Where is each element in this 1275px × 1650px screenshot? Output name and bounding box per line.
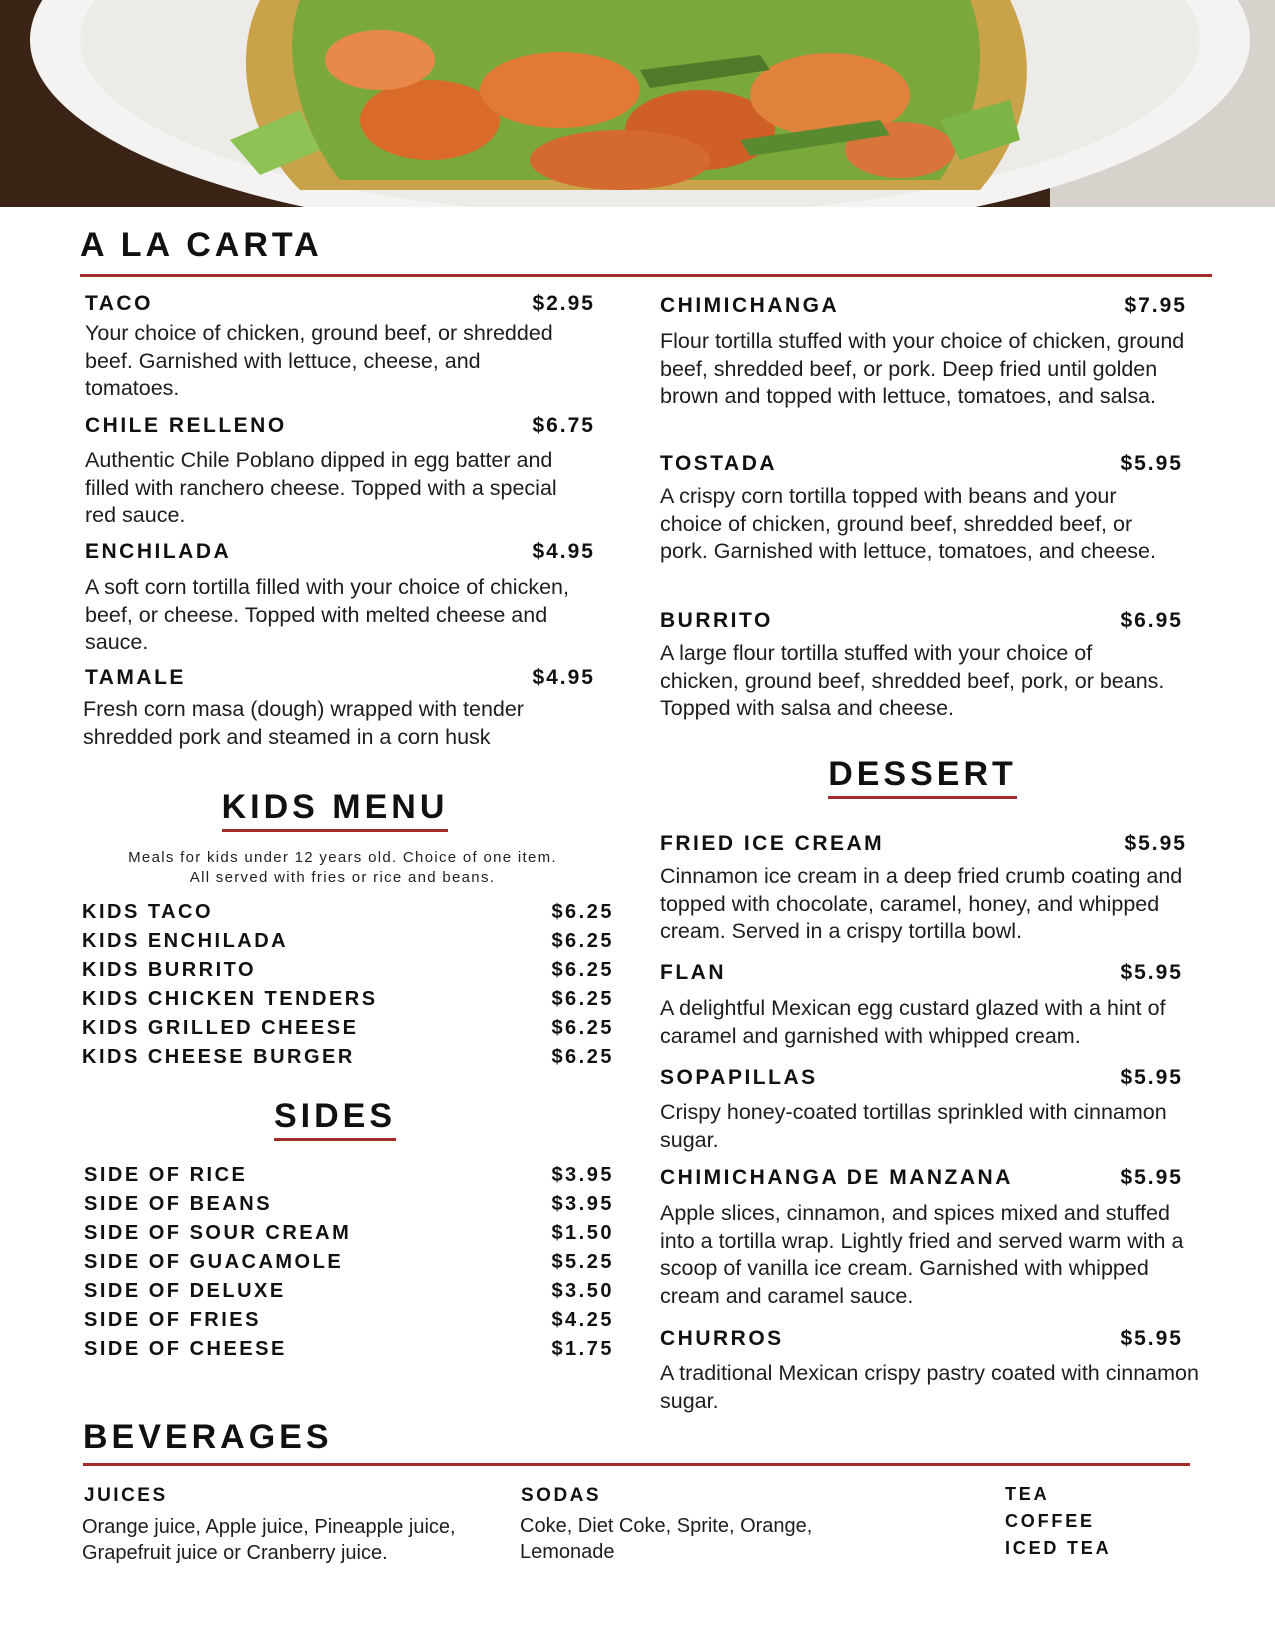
item-description: Flour tortilla stuffed with your choice of chicken, ground beef, shredded beef, or pork. Deep fried until golden brown and topped with lettuce, tomatoes, and salsa.: [660, 329, 1185, 408]
kids-menu-list: [82, 898, 614, 1072]
item-price: $7.95: [1124, 294, 1187, 317]
item-price: $5.95: [1124, 832, 1187, 855]
section-title-dessert: [660, 755, 1185, 799]
menu-item-tamale: [85, 666, 595, 690]
list-item: [84, 1248, 614, 1277]
beverage-sodas-description: Coke, Diet Coke, Sprite, Orange, Lemonade: [520, 1515, 813, 1563]
item-description: Apple slices, cinnamon, and spices mixed and stuffed into a tortilla wrap. Lightly fried and served warm with a scoop of vanilla ice cream. Garnished with whipped cream and caramel sauce.: [660, 1201, 1184, 1308]
item-name: SIDE OF SOUR CREAM: [84, 1222, 352, 1244]
kids-note-line-1: Meals for kids under 12 years old. Choice of one item.: [128, 849, 557, 866]
item-price: $4.95: [532, 666, 595, 689]
item-name: SIDE OF FRIES: [84, 1309, 261, 1331]
item-description: A delightful Mexican egg custard glazed with a hint of caramel and garnished with whipped cream.: [660, 996, 1166, 1048]
item-price: $3.50: [551, 1280, 614, 1302]
item-name: FRIED ICE CREAM: [660, 832, 885, 855]
item-name: BURRITO: [660, 609, 773, 632]
item-description: Crispy honey-coated tortillas sprinkled with cinnamon sugar.: [660, 1100, 1167, 1152]
item-price: $6.25: [551, 1017, 614, 1039]
section-divider: [80, 274, 1212, 277]
menu-item-chimichanga: [660, 294, 1187, 318]
beverage-hot-drinks-list: [1005, 1481, 1111, 1562]
item-name: SIDE OF GUACAMOLE: [84, 1251, 344, 1273]
dessert-title: DESSERT: [828, 755, 1017, 799]
item-name: CHIMICHANGA DE MANZANA: [660, 1166, 1013, 1189]
menu-item-churros: [660, 1327, 1183, 1351]
item-name: FLAN: [660, 961, 726, 984]
item-name: KIDS BURRITO: [82, 959, 257, 981]
section-divider: [83, 1463, 1190, 1466]
item-description: Your choice of chicken, ground beef, or shredded beef. Garnished with lettuce, cheese, and tomatoes.: [85, 321, 553, 400]
menu-item-sopapillas: [660, 1066, 1183, 1090]
item-name: CHURROS: [660, 1327, 784, 1350]
item-name: ENCHILADA: [85, 540, 232, 563]
item-description: Authentic Chile Poblano dipped in egg batter and filled with ranchero cheese. Topped with a special red sauce.: [85, 448, 557, 527]
item-price: $5.95: [1120, 1066, 1183, 1089]
item-price: $3.95: [551, 1193, 614, 1215]
item-description: A traditional Mexican crispy pastry coated with cinnamon sugar.: [660, 1361, 1199, 1413]
item-price: $2.95: [532, 292, 595, 315]
list-item: [82, 1014, 614, 1043]
item-name: SOPAPILLAS: [660, 1066, 818, 1089]
item-description: A crispy corn tortilla topped with beans and your choice of chicken, ground beef, shredded beef, or pork. Garnished with lettuce, tomatoes, and cheese.: [660, 484, 1156, 563]
item-name: SIDE OF RICE: [84, 1164, 248, 1186]
menu-item-chimichanga-de-manzana: [660, 1166, 1183, 1190]
kids-menu-note: [80, 848, 605, 888]
item-price: $5.95: [1120, 452, 1183, 475]
menu-item-enchilada: [85, 540, 595, 564]
item-description: A large flour tortilla stuffed with your choice of chicken, ground beef, shredded beef, pork, or beans. Topped with salsa and cheese.: [660, 641, 1165, 720]
list-item: [84, 1219, 614, 1248]
item-name: TOSTADA: [660, 452, 778, 475]
menu-item-taco: [85, 292, 595, 316]
item-price: $4.25: [551, 1309, 614, 1331]
item-price: $6.25: [551, 959, 614, 981]
menu-item-tostada: [660, 452, 1183, 476]
item-name: KIDS CHEESE BURGER: [82, 1046, 355, 1068]
kids-menu-title: KIDS MENU: [222, 788, 449, 832]
item-price: $5.95: [1120, 1327, 1183, 1350]
list-item: [82, 927, 614, 956]
item-price: $6.75: [532, 414, 595, 437]
item-name: KIDS ENCHILADA: [82, 930, 289, 952]
section-title-beverages: BEVERAGES: [83, 1418, 333, 1456]
item-name: KIDS CHICKEN TENDERS: [82, 988, 378, 1010]
list-item: [84, 1190, 614, 1219]
item-name: KIDS GRILLED CHEESE: [82, 1017, 359, 1039]
list-item: COFFEE: [1005, 1511, 1095, 1531]
beverage-heading-juices: JUICES: [84, 1485, 168, 1506]
kids-note-line-2: All served with fries or rice and beans.: [189, 869, 496, 886]
item-name: TACO: [85, 292, 153, 315]
item-name: TAMALE: [85, 666, 186, 689]
list-item: [84, 1277, 614, 1306]
item-description: A soft corn tortilla filled with your choice of chicken, beef, or cheese. Topped with melted cheese and sauce.: [85, 575, 569, 654]
menu-item-chile-relleno: [85, 414, 595, 438]
item-name: KIDS TACO: [82, 901, 214, 923]
item-name: CHIMICHANGA: [660, 294, 840, 317]
item-name: CHILE RELLENO: [85, 414, 287, 437]
menu-item-fried-ice-cream: [660, 832, 1187, 856]
item-price: $6.25: [551, 901, 614, 923]
item-price: $5.95: [1120, 1166, 1183, 1189]
item-description: Cinnamon ice cream in a deep fried crumb coating and topped with chocolate, caramel, honey, and whipped cream. Served in a crispy tortilla bowl.: [660, 864, 1183, 943]
list-item: [82, 956, 614, 985]
hero-food-photo: [0, 0, 1275, 207]
list-item: ICED TEA: [1005, 1538, 1112, 1558]
item-price: $1.75: [551, 1338, 614, 1360]
shrimp-salad-image: [0, 0, 1275, 207]
item-price: $6.25: [551, 988, 614, 1010]
item-price: $5.95: [1120, 961, 1183, 984]
item-price: $4.95: [532, 540, 595, 563]
menu-item-burrito: [660, 609, 1183, 633]
list-item: [84, 1306, 614, 1335]
item-name: SIDE OF CHEESE: [84, 1338, 287, 1360]
beverage-heading-sodas: SODAS: [521, 1485, 602, 1506]
item-name: SIDE OF BEANS: [84, 1193, 273, 1215]
item-price: $1.50: [551, 1222, 614, 1244]
section-title-sides: [80, 1097, 590, 1141]
list-item: [82, 898, 614, 927]
sides-list: [84, 1161, 614, 1364]
list-item: TEA: [1005, 1484, 1050, 1504]
item-price: $6.25: [551, 930, 614, 952]
list-item: [84, 1161, 614, 1190]
sides-title: SIDES: [274, 1097, 396, 1141]
list-item: [82, 985, 614, 1014]
list-item: [84, 1335, 614, 1364]
item-price: $3.95: [551, 1164, 614, 1186]
menu-item-flan: [660, 961, 1183, 985]
item-price: $6.25: [551, 1046, 614, 1068]
item-name: SIDE OF DELUXE: [84, 1280, 286, 1302]
section-title-a-la-carta: A LA CARTA: [80, 226, 323, 264]
item-price: $6.95: [1120, 609, 1183, 632]
section-title-kids-menu: [80, 788, 590, 832]
beverage-juices-description: Orange juice, Apple juice, Pineapple juice, Grapefruit juice or Cranberry juice.: [82, 1516, 456, 1564]
item-description: Fresh corn masa (dough) wrapped with tender shredded pork and steamed in a corn husk: [83, 697, 524, 749]
item-price: $5.25: [551, 1251, 614, 1273]
list-item: [82, 1043, 614, 1072]
